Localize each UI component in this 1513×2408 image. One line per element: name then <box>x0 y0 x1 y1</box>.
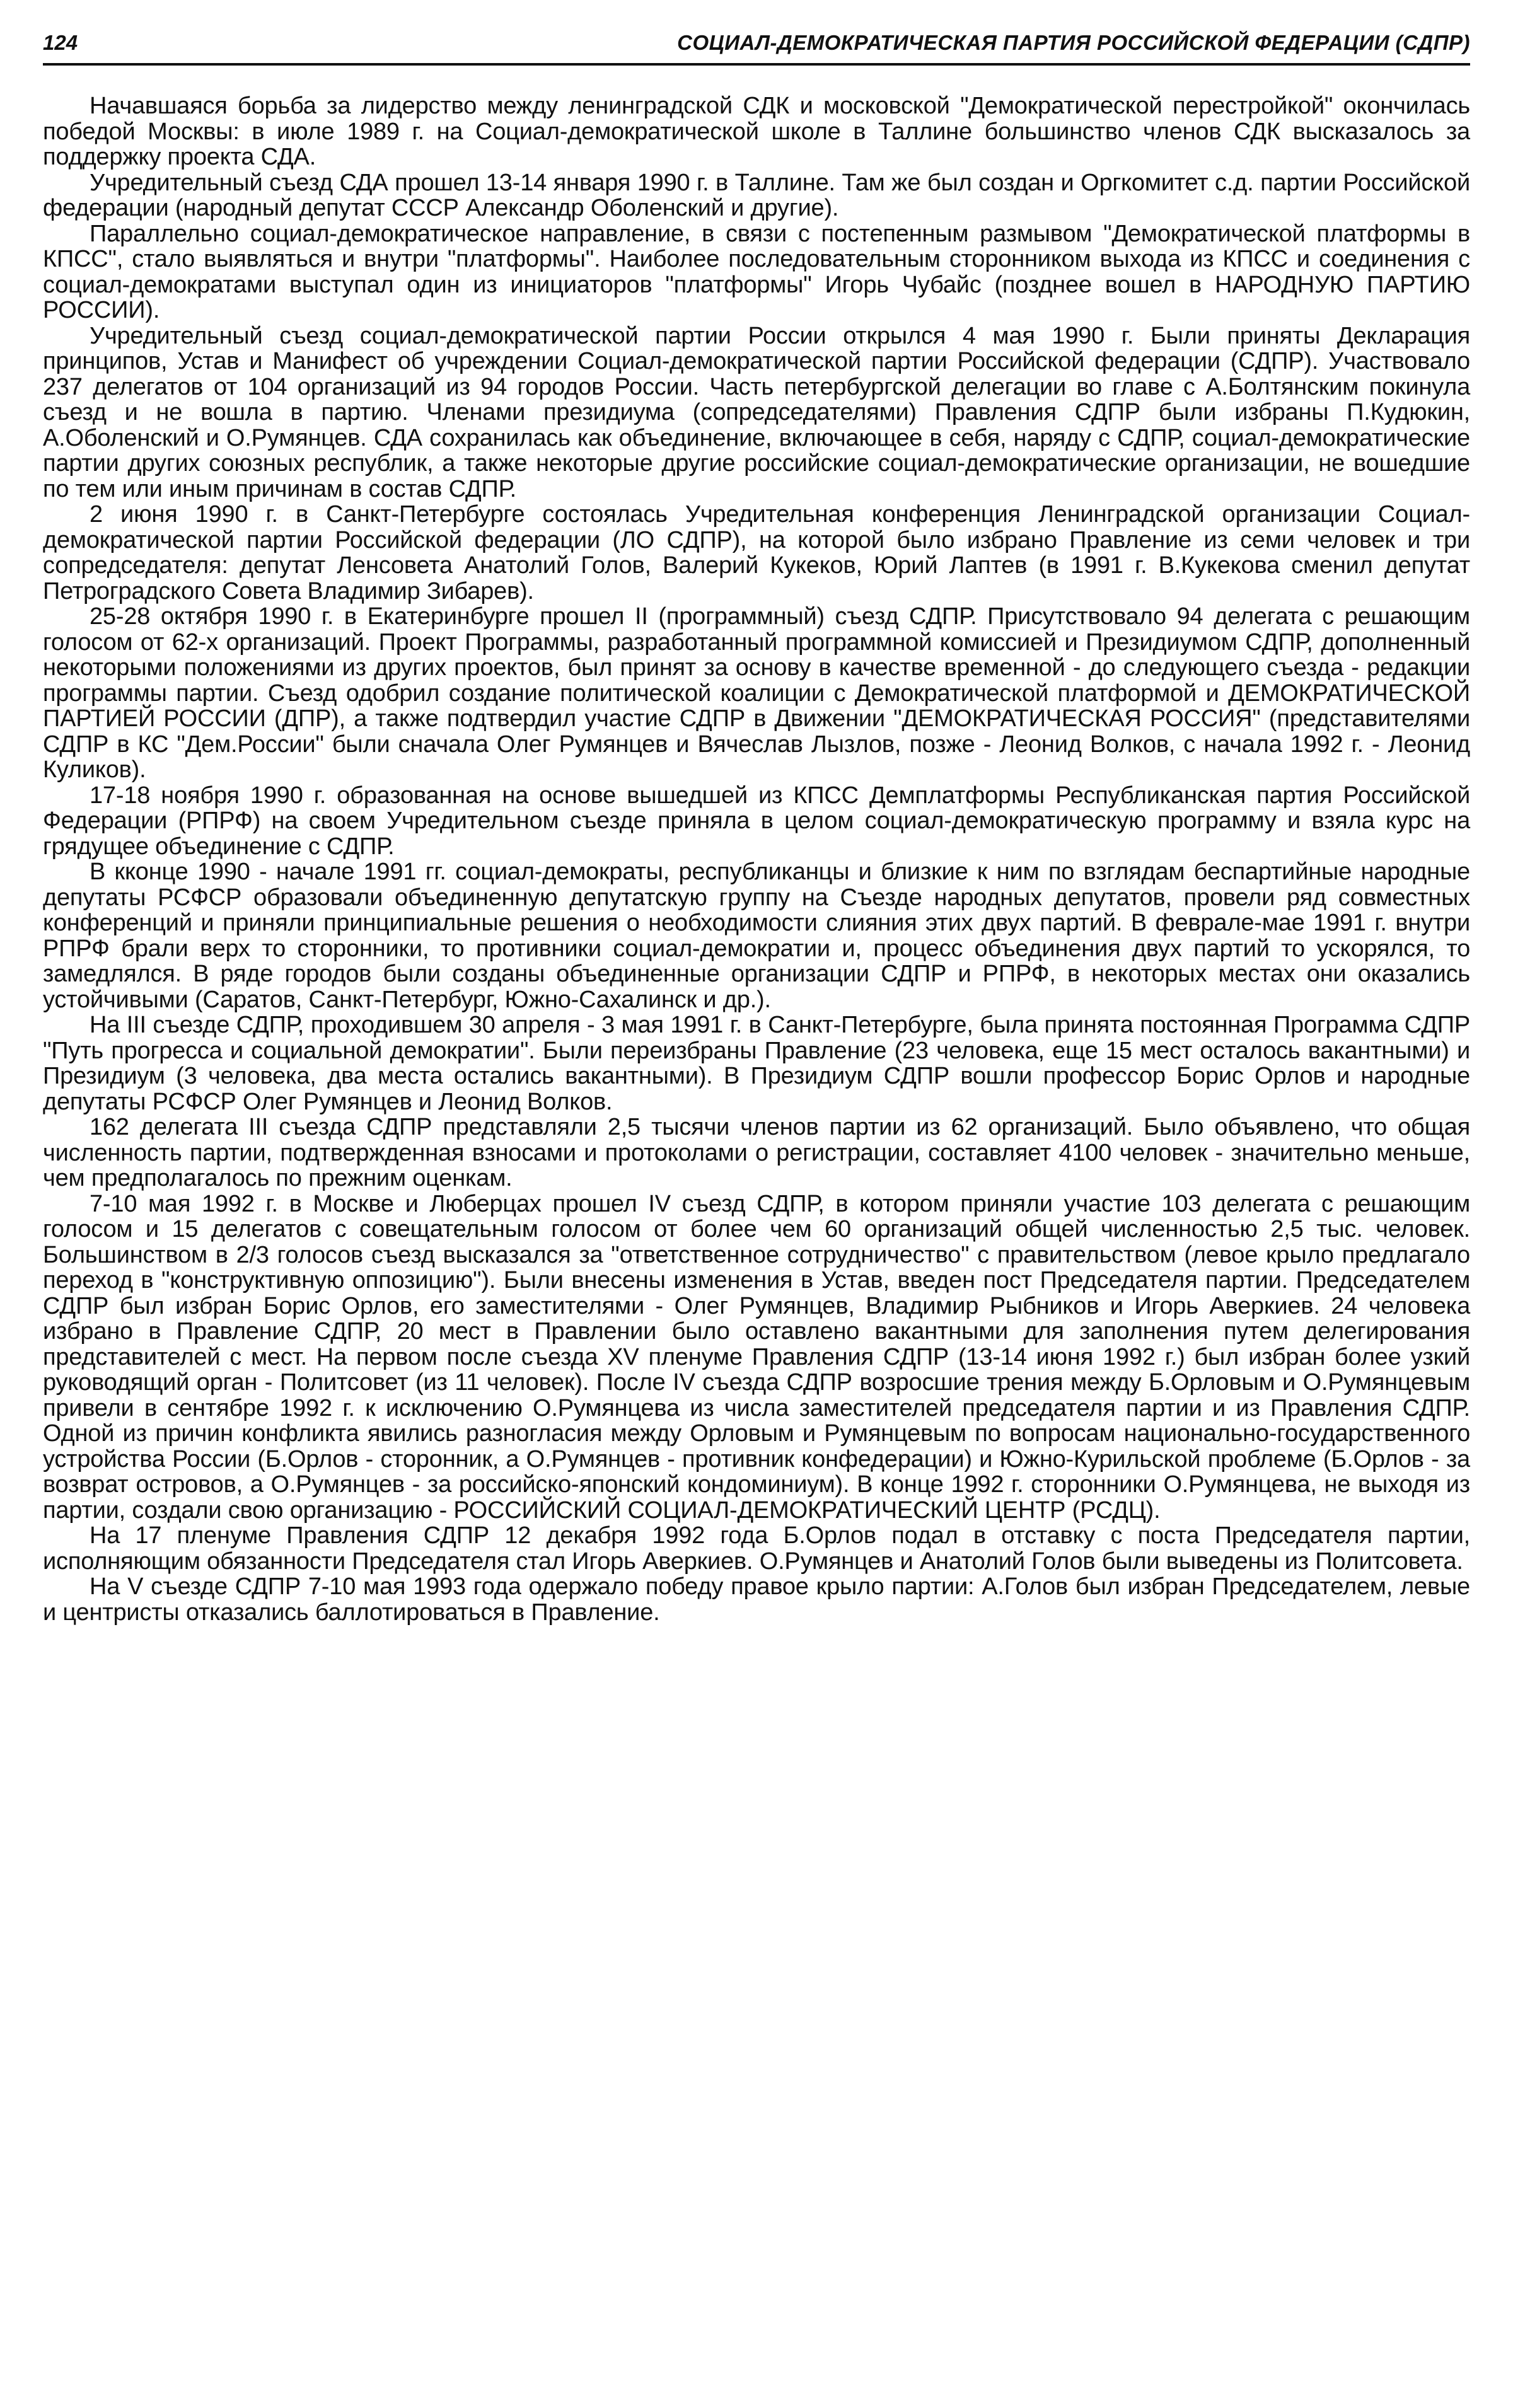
page-number: 124 <box>43 31 78 54</box>
paragraph: Учредительный съезд социал-демократической партии России открылся 4 мая 1990 г. Были приняты Декларация принципов, Устав и Манифест об учреждении Социал-демократической партии Российской федерации (СДПР). Участвовало 237 делегатов от 104 организаций из 94 городов России. Часть петербургской делегации во главе с А.Болтянским покинула съезд и не вошла в партию. Членами президиума (сопредседателями) Правления СДПР были избраны П.Кудюкин, А.Оболенский и О.Румянцев. СДА сохранилась как объединение, включающее в себя, наряду с СДПР, социал-демократические партии других союзных республик, а также некоторые другие российские социал-демократические организации, не вошедшие по тем или иным причинам в состав СДПР. <box>43 322 1470 502</box>
paragraph: На III съезде СДПР, проходившем 30 апреля - 3 мая 1991 г. в Санкт-Петербурге, была принята постоянная Программа СДПР "Путь прогресса и социальной демократии". Были переизбраны Правление (23 человека, еще 15 мест осталось вакантными) и Президиум (3 человека, два места остались вакантными). В Президиум СДПР вошли профессор Борис Орлов и народные депутаты РСФСР Олег Румянцев и Леонид Волков. <box>43 1012 1470 1115</box>
running-title: СОЦИАЛ-ДЕМОКРАТИЧЕСКАЯ ПАРТИЯ РОССИЙСКОЙ ФЕДЕРАЦИИ (СДПР) <box>677 31 1470 54</box>
running-header <box>43 23 1470 66</box>
paragraph: Начавшаяся борьба за лидерство между ленинградской СДК и московской "Демократической перестройкой" окончилась победой Москвы: в июле 1989 г. на Социал-демократической школе в Таллине большинство членов СДК высказалось за поддержку проекта СДА. <box>43 93 1470 170</box>
paragraph: 25-28 октября 1990 г. в Екатеринбурге прошел II (программный) съезд СДПР. Присутствовало 94 делегата с решающим голосом от 62-х организаций. Проект Программы, разработанный программной комиссией и Президиумом СДПР, дополненный некоторыми положениями из других проектов, был принят за основу в качестве временной - до следующего съезда - редакции программы партии. Съезд одобрил создание политической коалиции с Демократической платформой и ДЕМОКРАТИЧЕСКОЙ ПАРТИЕЙ РОССИИ (ДПР), а также подтвердил участие СДПР в Движении "ДЕМОКРАТИЧЕСКАЯ РОССИЯ" (представителями СДПР в КС "Дем.России" были сначала Олег Румянцев и Вячеслав Лызлов, позже - Леонид Волков, с начала 1992 г. - Леонид Куликов). <box>43 603 1470 783</box>
paragraph: 162 делегата III съезда СДПР представляли 2,5 тысячи членов партии из 62 организаций. Было объявлено, что общая численность партии, подтвержденная взносами и протоколами о регистрации, составляет 4100 человек - значительно меньше, чем предполагалось по прежним оценкам. <box>43 1114 1470 1191</box>
paragraph: На 17 пленуме Правления СДПР 12 декабря 1992 года Б.Орлов подал в отставку с поста Председателя партии, исполняющим обязанности Председателя стал Игорь Аверкиев. О.Румянцев и Анатолий Голов были выведены из Политсовета. <box>43 1522 1470 1575</box>
paragraph: Учредительный съезд СДА прошел 13-14 января 1990 г. в Таллине. Там же был создан и Оргкомитет с.д. партии Российской федерации (народный депутат СССР Александр Оболенский и другие). <box>43 169 1470 221</box>
paragraph: Параллельно социал-демократическое направление, в связи с постепенным размывом "Демократической платформы в КПСС", стало выявляться и внутри "платформы". Наиболее последовательным сторонником выхода из КПСС и соединения с социал-демократами выступал один из инициаторов "платформы" Игорь Чубайс (позднее вошел в НАРОДНУЮ ПАРТИЮ РОССИИ). <box>43 220 1470 323</box>
paragraph: 7-10 мая 1992 г. в Москве и Люберцах прошел IV съезд СДПР, в котором приняли участие 103 делегата с решающим голосом и 15 делегатов с совещательным голосом от более чем 60 организаций общей численностью 2,5 тыс. человек. Большинством в 2/3 голосов съезд высказался за "ответственное сотрудничество" с правительством (левое крыло предлагало переход в "конструктивную оппозицию"). Были внесены изменения в Устав, введен пост Председателя партии. Председателем СДПР был избран Борис Орлов, его заместителями - Олег Румянцев, Владимир Рыбников и Игорь Аверкиев. 24 человека избрано в Правление СДПР, 20 мест в Правлении было оставлено вакантными для заполнения путем делегирования представителей с мест. На первом после съезда XV пленуме Правления СДПР (13-14 июня 1992 г.) был избран более узкий руководящий орган - Политсовет (из 11 человек). После IV съезда СДПР возросшие трения между Б.Орловым и О.Румянцевым привели в сентябре 1992 г. к исключению О.Румянцева из числа заместителей председателя партии и из Правления СДПР. Одной из причин конфликта явились разногласия между Орловым и Румянцевым по вопросам национально-государственного устройства России (Б.Орлов - сторонник, а О.Румянцев - противник конфедерации) и Южно-Курильской проблеме (Б.Орлов - за возврат островов, а О.Румянцев - за российско-японский кондоминиум). В конце 1992 г. сторонники О.Румянцева, не выходя из партии, создали свою организацию - РОССИЙСКИЙ СОЦИАЛ-ДЕМОКРАТИЧЕСКИЙ ЦЕНТР (РСДЦ). <box>43 1190 1470 1524</box>
paragraph: На V съезде СДПР 7-10 мая 1993 года одержало победу правое крыло партии: А.Голов был избран Председателем, левые и центристы отказались баллотироваться в Правление. <box>43 1573 1470 1626</box>
paragraph: 2 июня 1990 г. в Санкт-Петербурге состоялась Учредительная конференция Ленинградской организации Социал-демократической партии Российской федерации (ЛО СДПР), на которой было избрано Правление из семи человек и три сопредседателя: депутат Ленсовета Анатолий Голов, Валерий Кукеков, Юрий Лаптев (в 1991 г. В.Кукекова сменил депутат Петроградского Совета Владимир Зибарев). <box>43 501 1470 605</box>
article-body <box>43 93 1470 1625</box>
paragraph: 17-18 ноября 1990 г. образованная на основе вышедшей из КПСС Демплатформы Республиканская партия Российской Федерации (РПРФ) на своем Учредительном съезде приняла в целом социал-демократическую программу и взяла курс на грядущее объединение с СДПР. <box>43 782 1470 860</box>
paragraph: В кконце 1990 - начале 1991 гг. социал-демократы, республиканцы и близкие к ним по взглядам беспартийные народные депутаты РСФСР образовали объединенную депутатскую группу на Съезде народных депутатов, провели ряд совместных конференций и приняли принципиальные решения о необходимости слияния этих двух партий. В феврале-мае 1991 г. внутри РПРФ брали верх то сторонники, то противники социал-демократии и, процесс объединения двух партий то ускорялся, то замедлялся. В ряде городов были созданы объединенные организации СДПР и РПРФ, в некоторых местах они оказались устойчивыми (Саратов, Санкт-Петербург, Южно-Сахалинск и др.). <box>43 859 1470 1013</box>
